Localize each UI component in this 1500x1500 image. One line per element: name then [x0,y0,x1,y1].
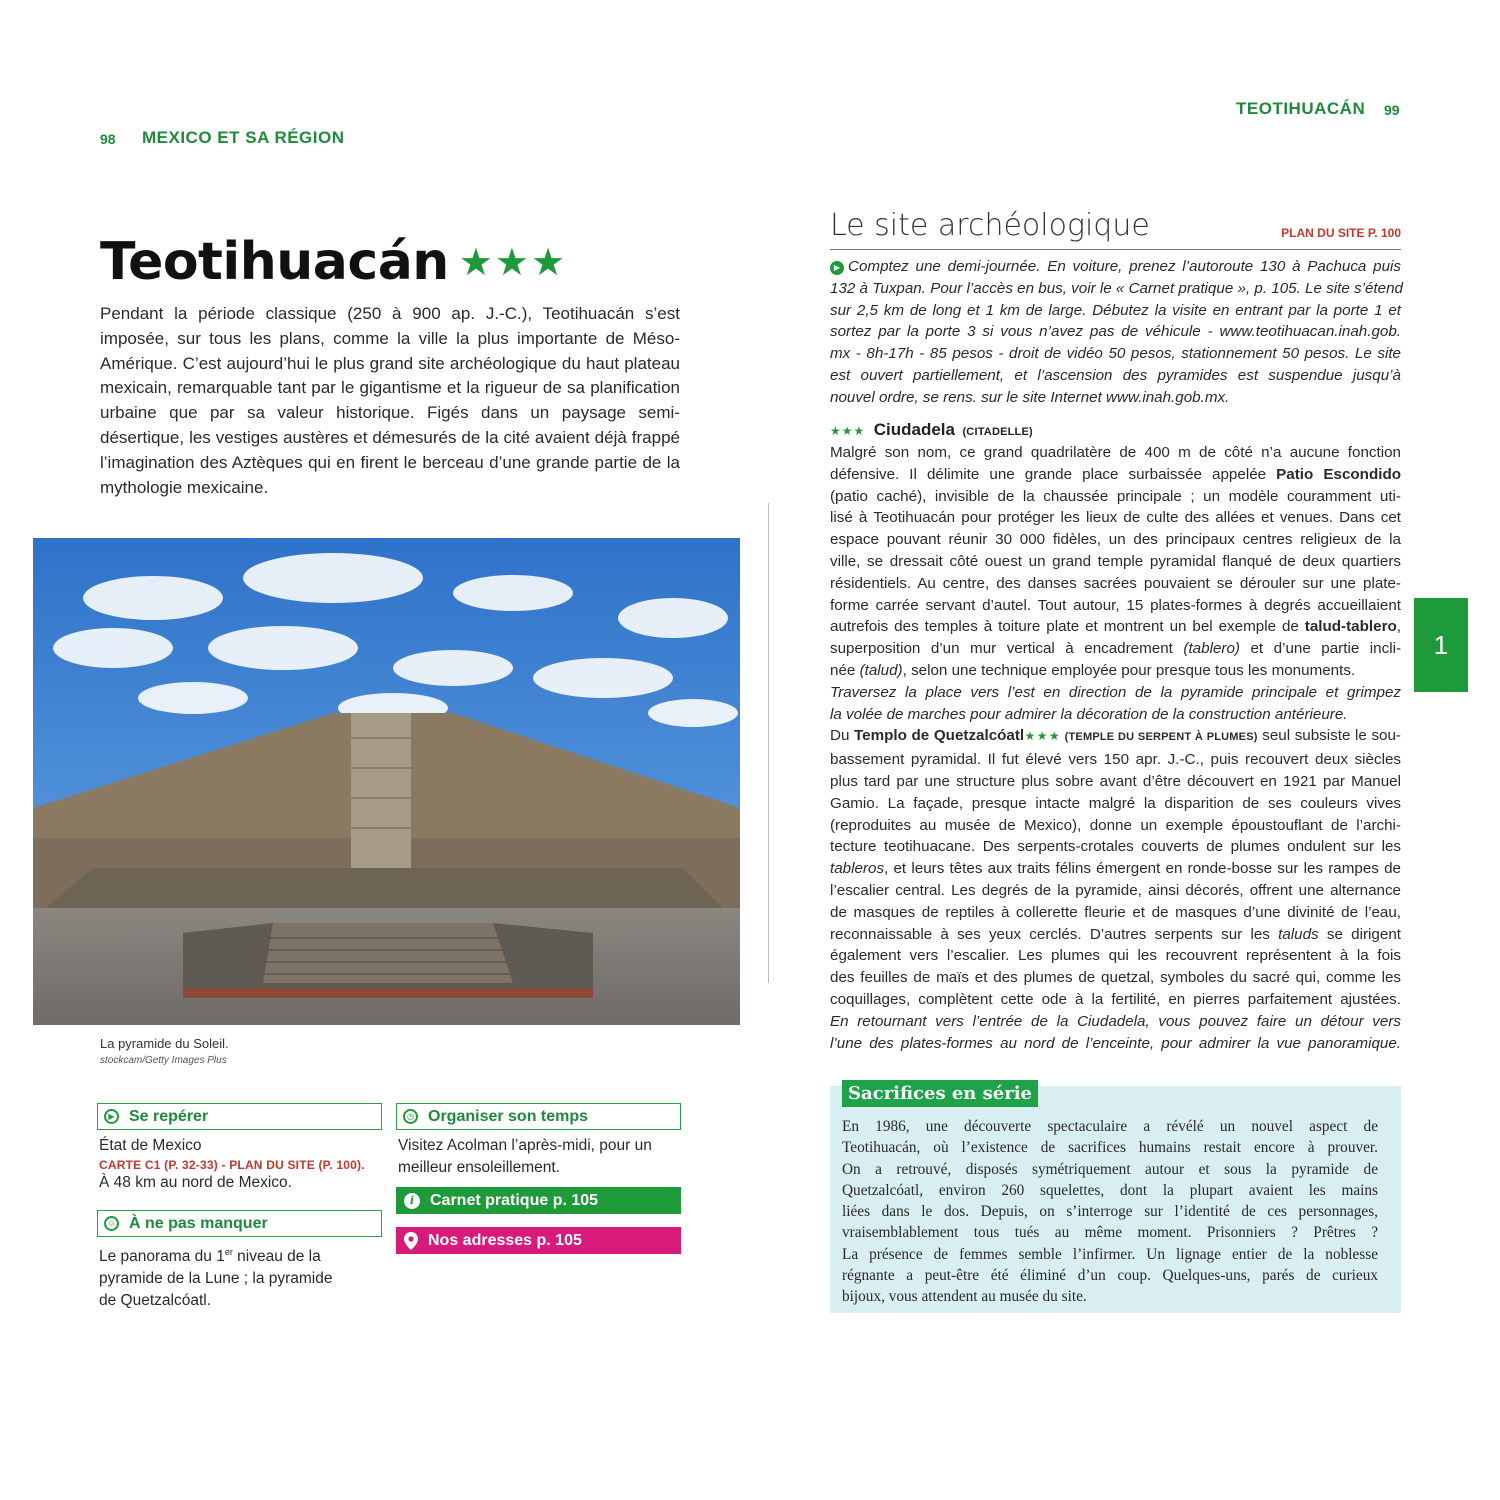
right-page-number: 99 [1384,102,1400,118]
body-line: également vers l’escalier. Les plumes qui les recouvrent représentent à la fois [830,947,1401,965]
pyramid-illustration [33,538,740,1025]
practical-line: mx - 8h-17h - 85 pesos - droit de vidéo 50 pesos, stationnement 50 pesos. Le site [830,345,1401,363]
se-reperer-box [97,1103,382,1194]
play-icon: ▶ [830,261,844,275]
sidebar-line: La présence de femmes semble l’infirmer. Un lignage entier de la noblesse [842,1245,1378,1263]
body-line: des feuilles de maïs et des plumes de quetzal, symboles du sacré qui, comme les [830,969,1401,987]
body-line: coquillages, complètent cette ode à la fertilité, en pierres parfaitement ajustées. [830,990,1401,1008]
sidebar-line: liées dans le dos. Depuis, on s’interroge sur l’identité de ces personnages, [842,1203,1378,1221]
nos-adresses-link[interactable] [396,1227,681,1254]
carnet-pratique-label: Carnet pratique p. 105 [430,1191,599,1209]
sidebar-line: Teotihuacán, où l’existence de sacrifices humains restait encore à prouver. [842,1139,1378,1157]
body-line: l’escalier central. Les degrés de la pyramide, ainsi décorés, offrent une alternance [830,881,1401,899]
ciudadela-stars: ★★★ [830,424,866,438]
npm-sup: er [224,1247,233,1257]
sidebar-line: vraisemblablement tous tués au même moment. Prisonniers ? Prêtres ? [842,1224,1378,1242]
npm-text-2: niveau de la [232,1248,321,1266]
body-line: Malgré son nom, ce grand quadrilatère de 400 m de côté n’a aucune fonction [830,444,1401,461]
sidebar-line: Quetzalcóatl, environ 260 squelettes, dont la plupart avaient les mains [842,1181,1378,1199]
body-line: tecture teotihuacane. Des serpents-crotales couverts de plumes ondulent sur les [830,838,1401,856]
left-running-head: MEXICO ET SA RÉGION [142,128,345,147]
practical-line: 132 à Tuxpan. Pour l’accès en bus, voir le « Carnet pratique », p. 105. Le site s’étend [830,279,1403,297]
body-line: de masques de reptiles à collerette fleurie et de masques d’une divinité de l’eau, [830,903,1401,921]
body-line: En retournant vers l’entrée de la Ciudadela, vous pouvez faire un détour vers [830,1012,1401,1030]
se-reperer-distance: À 48 km au nord de Mexico. [99,1174,292,1191]
carnet-pratique-link[interactable] [396,1187,681,1214]
sidebar-line: régnante a peut-être été éliminé d’un coup. Quelques-uns, parés de curieux [842,1267,1378,1285]
section-map-ref: PLAN DU SITE P. 100 [1281,226,1401,240]
organiser-text: Visitez Acolman l’après-midi, pour un meilleur ensoleillement. [398,1137,652,1176]
smiley-icon: ☺ [104,1216,119,1231]
title-stars: ★★★ [458,240,568,284]
body-line: Traversez la place vers l’est en direction de la pyramide principale et grimpez [830,683,1401,701]
body-line: Du Templo de Quetzalcóatl★★★ (TEMPLE DU SERPENT À PLUMES) seul subsiste le sou- [830,727,1401,745]
sidebar-heading: Sacrifices en série [842,1080,1038,1107]
practical-info [830,256,1401,409]
organiser-label: Organiser son temps [428,1107,589,1125]
se-reperer-state: État de Mexico [99,1137,202,1154]
title-text: Teotihuacán [100,232,449,292]
chapter-tab: 1 [1414,598,1468,692]
organiser-box [396,1103,681,1179]
npm-text-1: Le panorama du 1 [99,1248,225,1266]
ciudadela-name: Ciudadela [873,420,955,439]
body-line: (reproduites au musée de Mexico), donne un exemple époustouflant de l’archi- [830,816,1401,834]
sidebar-line: bijoux, vous attendent au musée du site. [842,1288,1087,1306]
location-pin-icon [404,1232,418,1250]
body-line: l’une des plates-formes au nord de l’enceinte, pour admirer la vue panoramique. [830,1034,1401,1052]
practical-line: ▶ Comptez une demi-journée. En voiture, prenez l’autoroute 130 à Pachuca puis [830,256,1401,278]
info-icon: i [404,1193,420,1209]
practical-line: sortez par la porte 3 si vous n’avez pas de véhicule - www.teotihuacan.inah.gob. [830,323,1401,341]
pyramid-photo [33,538,740,1025]
body-line: la volée de marches pour admirer la décoration de la construction antérieure. [830,705,1348,723]
body-line: bassement pyramidal. Il fut élevé vers 150 apr. J.-C., puis recouvert deux siècles [830,751,1401,769]
body-line: reconnaissable à ses yeux cerclés. D’autres serpents sur les taluds se dirigent [830,925,1401,943]
body-line: Gamio. La façade, presque intacte malgré la disparition de ses couleurs vives [830,794,1401,812]
body-line: superposition d’un mur vertical à encadrement (tablero) et d’une partie incli- [830,640,1401,658]
sacrifices-sidebar [830,1083,1401,1313]
ne-pas-manquer-label: À ne pas manquer [129,1214,268,1232]
se-reperer-label: Se repérer [129,1107,209,1125]
se-reperer-heading [97,1103,382,1130]
sidebar-text [842,1116,1378,1308]
body-line: (patio caché), invisible de la chaussée principale ; un modèle couramment uti- [830,487,1401,505]
intro-paragraph: Pendant la période classique (250 à 900 ap. J.-C.), Teotihuacán s’est imposée, sur tous les plans, comme la ville la plus importante de Méso-Amérique. C’est aujourd’hui le plus grand site archéologique du haut plateau mexicain, remarquable tant par le gigantisme et la rigueur de sa planification urbaine que par sa valeur historique. Figés dans un paysage semi-désertique, les vestiges austères et démesurés de la cité avaient déjà frappé l’imagination des Aztèques qui en firent le berceau d’une grande partie de la mythologie mexicaine. [100,304,680,497]
section-title-bar [830,208,1401,250]
body-line: autrefois des temples à toiture plate et montrent un bel exemple de talud-tablero, [830,618,1401,636]
ciudadela-sub: (CITADELLE) [962,426,1033,438]
body-line: forme carrée servant d’autel. Tout autour, 15 plates-formes à degrés accueillaient [830,596,1401,614]
body-line: espace pouvant réunir 30 000 fidèles, un des principaux centres religieux de la [830,531,1401,549]
body-line: défensive. Il délimite une grande place surbaissée appelée Patio Escondido [830,465,1402,483]
body-line: plus tard par une structure plus sobre avant d’être découvert en 1921 par Manuel [830,772,1401,790]
clock-icon: ◷ [403,1109,418,1124]
photo-credit: stockcam/Getty Images Plus [100,1055,227,1066]
section-title: Le site archéologique [830,208,1150,243]
left-page-number: 98 [100,131,116,147]
ne-pas-manquer-heading [97,1210,382,1237]
body-line: née (talud), selon une technique employée pour presque tous les monuments. [830,661,1356,679]
npm-text-3: pyramide de la Lune ; la pyramide [99,1270,333,1288]
photo-caption: La pyramide du Soleil. [100,1036,229,1051]
practical-line: sur 2,5 km de long et 1 km de large. Débutez la visite en entrant par la porte 1 et [830,301,1401,319]
practical-line: nouvel ordre, se rens. sur le site Internet www.inah.gob.mx. [830,388,1230,406]
organiser-heading [396,1103,681,1130]
sidebar-line: En 1986, une découverte spectaculaire a révélé un nouvel aspect de [842,1118,1378,1135]
ciudadela-heading [830,420,1033,440]
body-line: lisé à Teotihuacán pour protéger les lieux de culte des allées et venues. Dans cet [830,509,1401,527]
practical-line: est ouvert partiellement, et l’ascension des pyramides est suspendue jusqu’à [830,366,1401,384]
right-running-head: TEOTIHUACÁN [1236,99,1366,118]
play-icon: ▶ [104,1109,119,1124]
sidebar-line: On a retrouvé, disposés symétriquement autour et sous la pyramide de [842,1160,1378,1178]
ne-pas-manquer-text [97,1241,382,1312]
body-line: tableros, et leurs têtes aux traits félins émergent en ronde-bosse sur les rampes de [830,860,1401,878]
column-divider [768,503,769,983]
ne-pas-manquer-box [97,1210,382,1312]
nos-adresses-label: Nos adresses p. 105 [428,1231,582,1249]
page-title [100,232,567,292]
body-line: ville, se dressait côté ouest un grand temple pyramidal flanqué de deux quartiers [830,552,1401,570]
npm-text-4: de Quetzalcóatl. [99,1292,212,1310]
ciudadela-body [830,442,1401,1054]
se-reperer-map-ref: CARTE C1 (P. 32-33) - PLAN DU SITE (P. 100). [99,1158,365,1172]
body-line: résidentiels. Au centre, des danses sacrées pouvaient se dérouler sur une plate- [830,574,1401,592]
